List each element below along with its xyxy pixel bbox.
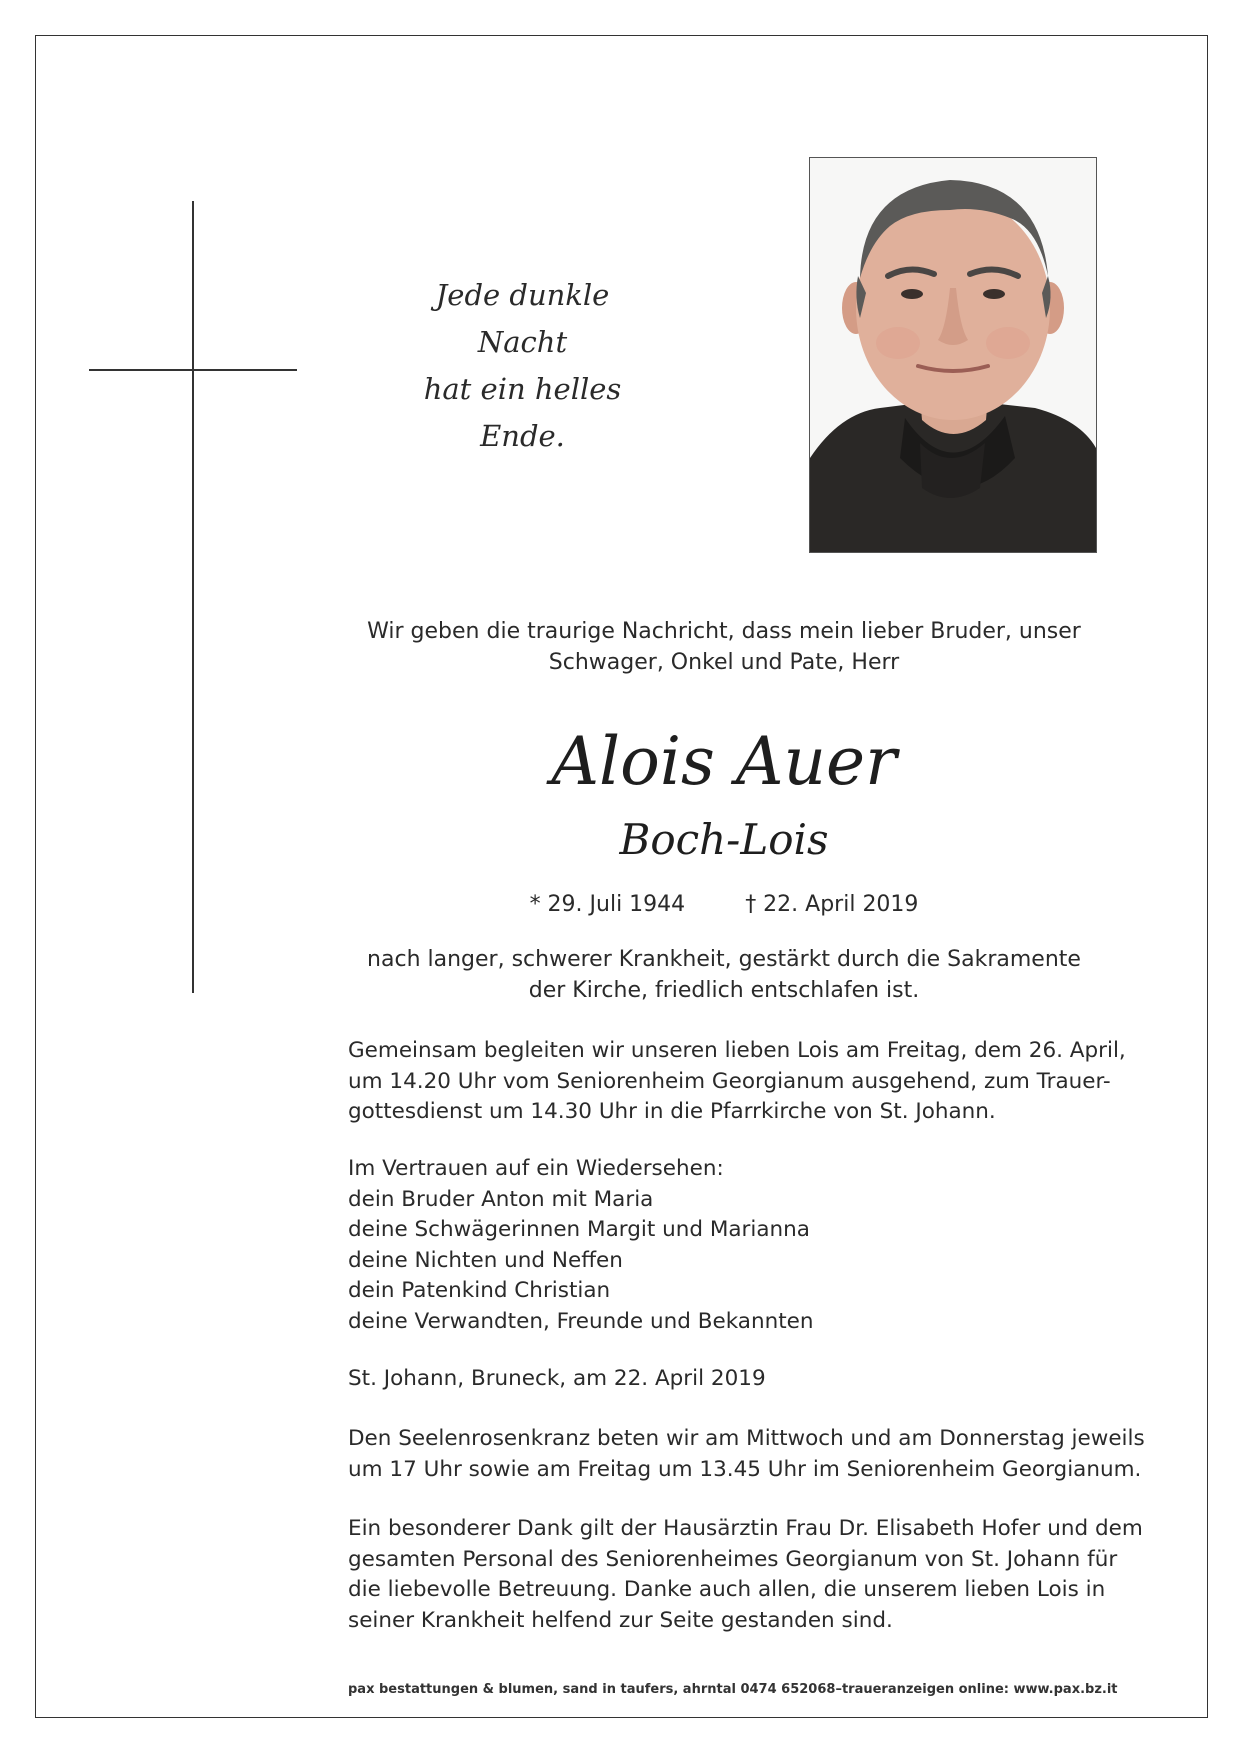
passing-statement xyxy=(360,944,1088,1006)
thanks-line: gesamten Personal des Seniorenheimes Georgianum von St. Johann für xyxy=(348,1546,1118,1572)
death-date: † 22. April 2019 xyxy=(745,892,919,917)
deceased-nickname: Boch-Lois xyxy=(619,815,829,864)
motto-line: Nacht xyxy=(477,325,568,359)
rosary-paragraph xyxy=(348,1424,1145,1485)
funeral-line: gottesdienst um 14.30 Uhr in die Pfarrkirche von St. Johann. xyxy=(348,1099,996,1124)
place-date-line: St. Johann, Bruneck, am 22. April 2019 xyxy=(348,1366,766,1391)
portrait-illustration xyxy=(810,158,1096,552)
cross-icon-vertical-bar xyxy=(192,201,194,993)
family-line: dein Patenkind Christian xyxy=(348,1278,611,1303)
funeral-line: Gemeinsam begleiten wir unseren lieben Lois am Freitag, dem 26. April, xyxy=(348,1038,1126,1063)
family-line: dein Bruder Anton mit Maria xyxy=(348,1186,654,1212)
thanks-line: Ein besonderer Dank gilt der Hausärztin Frau Dr. Elisabeth Hofer und dem xyxy=(348,1516,1143,1541)
announcement-intro xyxy=(360,616,1088,678)
footer-credit: pax bestattungen & blumen, sand in taufers, ahrntal 0474 652068–traueranzeigen online: www.pax.bz.it xyxy=(348,1682,1118,1697)
place-and-date xyxy=(348,1364,1096,1395)
family-line: Im Vertrauen auf ein Wiedersehen: xyxy=(348,1156,724,1181)
rosary-line: um 17 Uhr sowie am Freitag um 13.45 Uhr im Seniorenheim Georgianum. xyxy=(348,1456,1142,1482)
portrait-photo xyxy=(809,157,1097,553)
funeral-paragraph xyxy=(348,1036,1126,1128)
intro-line: Schwager, Onkel und Pate, Herr xyxy=(548,650,900,675)
intro-line: Wir geben die traurige Nachricht, dass mein lieber Bruder, unser xyxy=(367,619,1081,644)
birth-date: * 29. Juli 1944 xyxy=(529,892,686,917)
motto-line: Jede dunkle xyxy=(435,278,610,312)
rosary-line: Den Seelenrosenkranz beten wir am Mittwoch und am Donnerstag jeweils xyxy=(348,1426,1145,1451)
family-line: deine Nichten und Neffen xyxy=(348,1247,623,1273)
life-dates xyxy=(360,890,1088,920)
deceased-name: Alois Auer xyxy=(551,723,897,800)
family-line: deine Verwandten, Freunde und Bekannten xyxy=(348,1308,814,1334)
thanks-paragraph xyxy=(348,1514,1143,1636)
motto-verse xyxy=(400,272,645,460)
thanks-line: die liebevolle Betreuung. Danke auch allen, die unserem lieben Lois in xyxy=(348,1577,1106,1602)
family-line: deine Schwägerinnen Margit und Marianna xyxy=(348,1217,810,1242)
motto-line: Ende. xyxy=(480,419,565,453)
passing-line: nach langer, schwerer Krankheit, gestärkt durch die Sakramente xyxy=(367,947,1081,972)
family-list xyxy=(348,1154,1096,1337)
thanks-line: seiner Krankheit helfend zur Seite gestanden sind. xyxy=(348,1607,893,1633)
motto-line: hat ein helles xyxy=(423,372,622,406)
cross-icon-horizontal-bar xyxy=(89,369,297,371)
passing-line: der Kirche, friedlich entschlafen ist. xyxy=(528,978,920,1003)
funeral-line: um 14.20 Uhr vom Seniorenheim Georgianum ausgehend, zum Trauer- xyxy=(348,1068,1111,1094)
